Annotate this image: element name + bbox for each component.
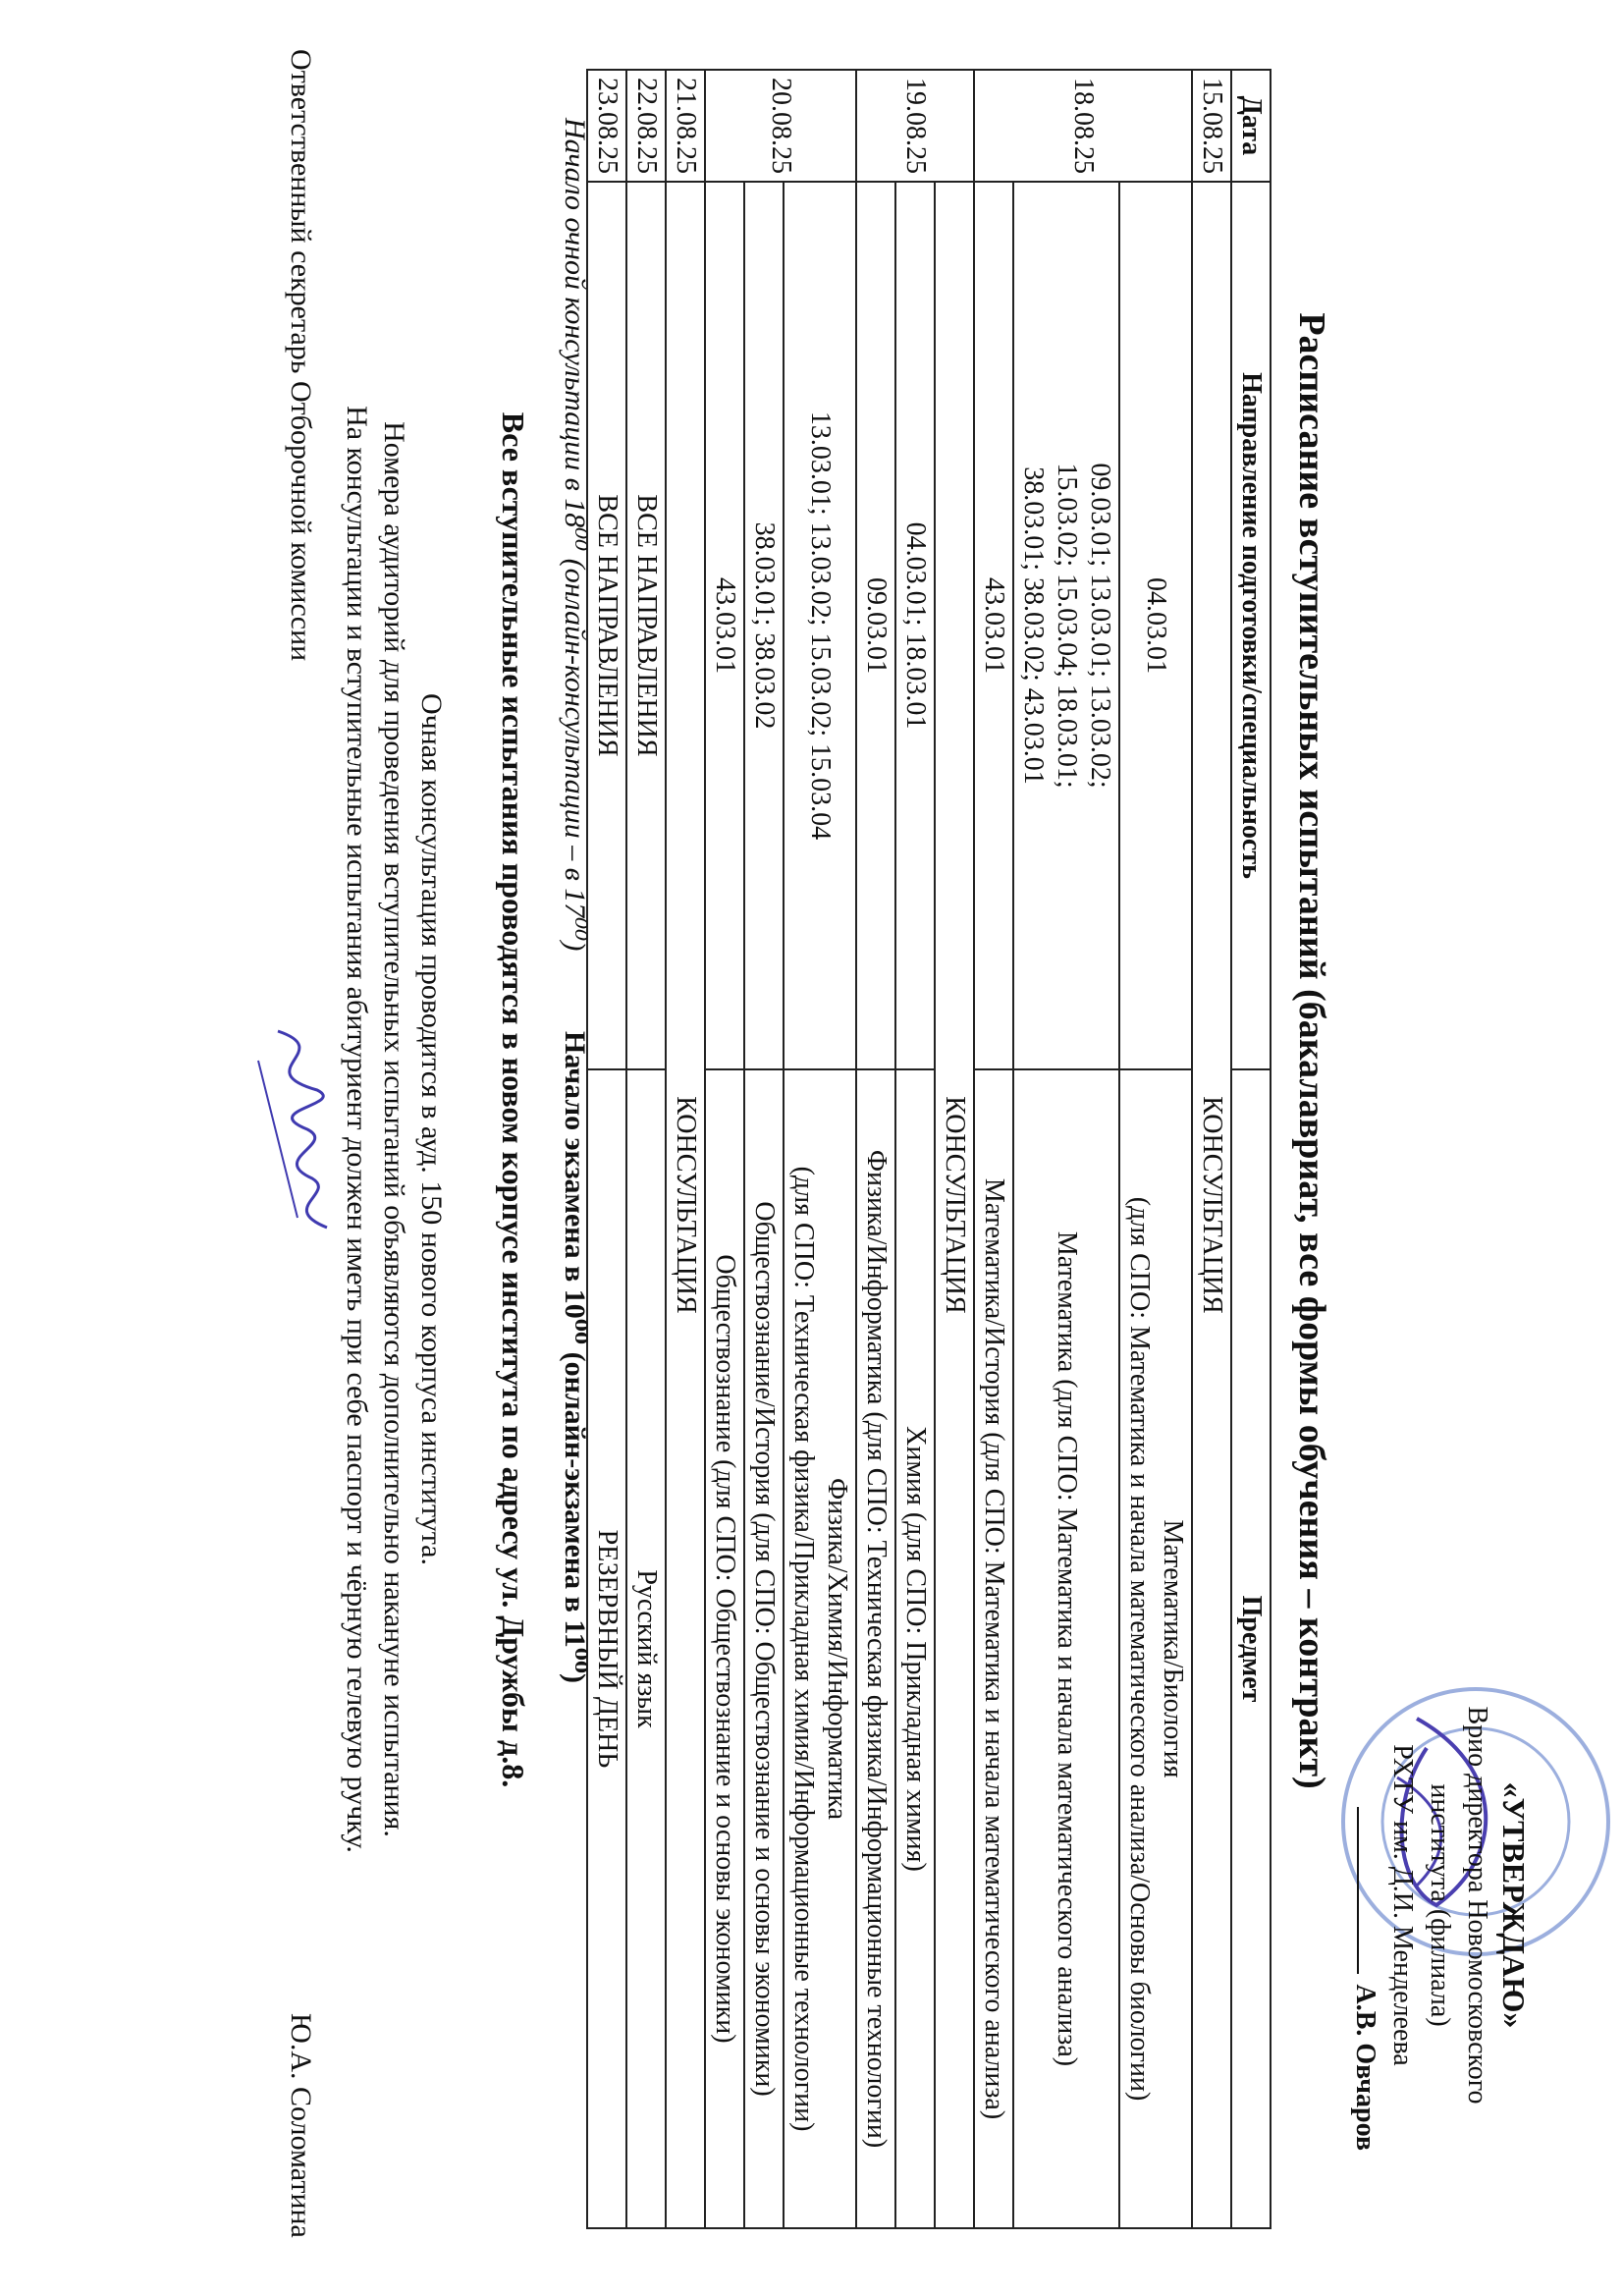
cell-date: 22.08.25 [626,70,666,182]
table-row [935,70,974,2228]
table-row [705,70,744,2228]
cell-direction: 43.03.01 [974,182,1013,1069]
cell-subject: Обществознание (для СПО: Обществознание и основы экономики) [705,1069,744,2228]
cell-date: 18.08.25 [974,70,1192,182]
consultation-start-note: Начало очной консультации в 18⁰⁰ (онлайн-консультации – в 17⁰⁰) [559,118,591,952]
approval-line-3: РХТУ им. Д.И. Менделеева [1387,1744,1418,2066]
header-date: Дата [1231,70,1271,182]
table-row [1119,70,1192,2228]
table-row [1013,70,1119,2228]
cell-subject: Математика (для СПО: Математика и начала математического анализа) [1013,1069,1119,2228]
cell-date: 21.08.25 [666,70,705,182]
cell-direction: 13.03.01; 13.03.02; 15.03.02; 15.03.04 [784,182,856,1069]
exam-start-note: Начало экзамена в 10⁰⁰ (онлайн-экзамена в 11⁰⁰) [559,1031,591,1683]
approval-line-1: Врио директора Новомосковского [1462,1706,1492,2105]
header-direction: Направление подготовки/специальность [1231,182,1271,1069]
time-notes [558,118,592,2082]
info-line-3: На консультации и вступительные испытания абитуриент должен иметь при себе паспорт и чёрную гелевую ручку. [341,406,373,1853]
table-row [1192,70,1231,2228]
cell-direction: ВСЕ НАПРАВЛЕНИЯ [587,182,626,1069]
cell-subject: Физика/Химия/Информатика (для СПО: Техническая физика/Прикладная химия/Информационные технологии) [784,1069,856,2228]
approval-signatory: А.В. Овчаров [1346,1660,1383,2151]
table-row [587,70,626,2228]
cell-subject: КОНСУЛЬТАЦИЯ [666,182,705,2228]
cell-direction: 09.03.01 [856,182,895,1069]
signature-name: Ю.А. Соломатина [285,2013,317,2238]
cell-subject: Русский язык [626,1069,666,2228]
cell-subject: РЕЗЕРВНЫЙ ДЕНЬ [587,1069,626,2228]
cell-direction: ВСЕ НАПРАВЛЕНИЯ [626,182,666,1069]
cell-subject: Обществознание/История (для СПО: Обществознание и основы экономики) [744,1069,784,2228]
cell-direction: 43.03.01 [705,182,744,1069]
cell-subject: КОНСУЛЬТАЦИЯ [1192,182,1231,2228]
location-note: Все вступительные испытания проводятся в новом корпусе института по адресу ул. Дружбы д.8. [496,411,531,1788]
table-row [744,70,784,2228]
approval-heading: «УТВЕРЖДАЮ» [1496,1781,1532,2029]
approval-line-2: института (филиала) [1425,1783,1455,2027]
schedule-rows [587,70,1231,2228]
info-line-1: Очная консультация проводится в ауд. 150 нового корпуса института. [415,692,448,1565]
header-subject: Предмет [1231,1069,1271,2228]
page-title: Расписание вступительных испытаний (бакалавриат, все формы обучения – контракт) [1291,312,1332,1789]
info-line-2: Номера аудиторий для проведения вступительных испытаний объявляются дополнительно накануне испытания. [378,421,410,1837]
cell-direction: 38.03.01; 38.03.02 [744,182,784,1069]
table-row [895,70,935,2228]
cell-subject: Математика/Биология (для СПО: Математика и начала математического анализа/Основы биологии) [1119,1069,1192,2228]
cell-direction: 04.03.01 [1119,182,1192,1069]
cell-direction: 04.03.01; 18.03.01 [895,182,935,1069]
table-row [974,70,1013,2228]
schedule-table [586,69,1271,2229]
cell-subject: Математика/История (для СПО: Математика и начала математического анализа) [974,1069,1013,2228]
cell-subject: Химия (для СПО: Прикладная химия) [895,1069,935,2228]
cell-subject: Физика/Информатика (для СПО: Техническая физика/Информационные технологии) [856,1069,895,2228]
cell-subject: КОНСУЛЬТАЦИЯ [935,182,974,2228]
table-row [784,70,856,2228]
cell-date: 19.08.25 [856,70,974,182]
table-header-row [1231,70,1271,2228]
cell-date: 15.08.25 [1192,70,1231,182]
table-row [666,70,705,2228]
cell-date: 23.08.25 [587,70,626,182]
handwritten-signature [239,1021,356,1237]
signature-position: Ответственный секретарь Отборочной комиссии [285,49,317,662]
cell-date: 20.08.25 [705,70,856,182]
table-row [856,70,895,2228]
cell-direction: 09.03.01; 13.03.01; 13.03.02; 15.03.02; 15.03.04; 18.03.01; 38.03.01; 38.03.02; 43.03.01 [1013,182,1119,1069]
table-row [626,70,666,2228]
approval-block [1346,1660,1533,2151]
